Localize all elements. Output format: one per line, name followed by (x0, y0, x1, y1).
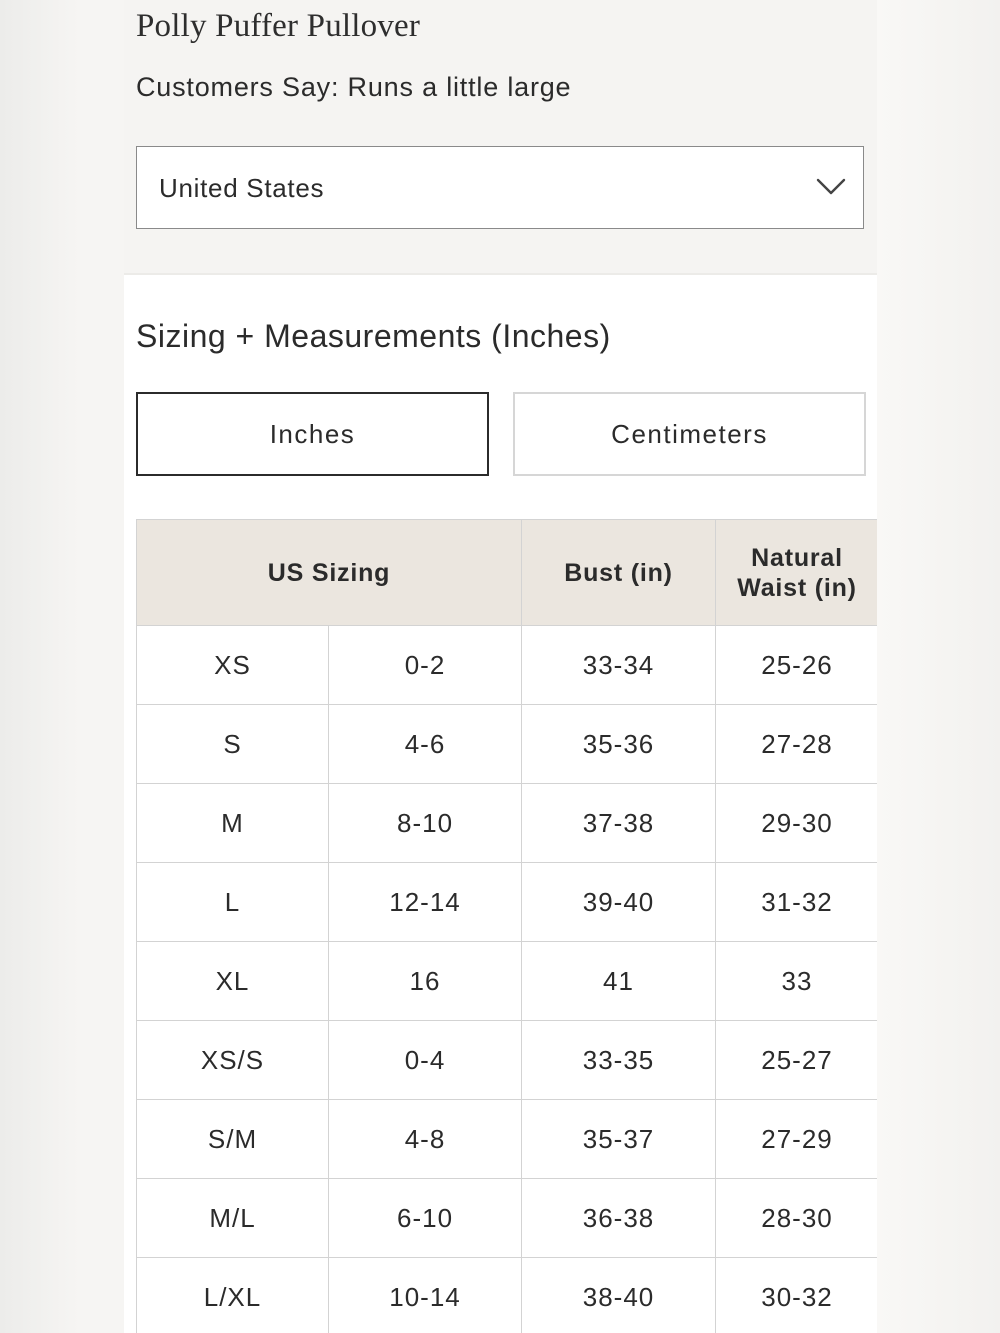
cell-us-size: 4-6 (329, 705, 522, 784)
table-row (137, 1258, 878, 1333)
size-table (136, 519, 877, 1333)
cell-waist: 27-28 (716, 705, 877, 784)
size-table-header-row (137, 520, 878, 626)
cell-us-size: 8-10 (329, 784, 522, 863)
cell-size: S (137, 705, 329, 784)
cell-size: L (137, 863, 329, 942)
cell-us-size: 16 (329, 942, 522, 1021)
centimeters-button[interactable]: Centimeters (513, 392, 866, 476)
cell-bust: 38-40 (522, 1258, 716, 1333)
header-natural-waist-line1: Natural (751, 543, 843, 572)
table-row (137, 942, 878, 1021)
cell-waist: 25-27 (716, 1021, 877, 1100)
cell-size: M/L (137, 1179, 329, 1258)
cell-waist: 30-32 (716, 1258, 877, 1333)
cell-size: XS/S (137, 1021, 329, 1100)
cell-bust: 33-35 (522, 1021, 716, 1100)
cell-bust: 37-38 (522, 784, 716, 863)
sizing-heading: Sizing + Measurements (Inches) (136, 318, 611, 354)
cell-bust: 35-37 (522, 1100, 716, 1179)
cell-waist: 25-26 (716, 626, 877, 705)
table-row (137, 626, 878, 705)
cell-us-size: 4-8 (329, 1100, 522, 1179)
country-select-value: United States (159, 173, 325, 203)
cell-us-size: 0-2 (329, 626, 522, 705)
cell-waist: 27-29 (716, 1100, 877, 1179)
table-row (137, 705, 878, 784)
chevron-down-icon (815, 174, 847, 198)
cell-waist: 33 (716, 942, 877, 1021)
cell-size: S/M (137, 1100, 329, 1179)
size-table-body (137, 626, 878, 1333)
cell-size: XL (137, 942, 329, 1021)
cell-us-size: 6-10 (329, 1179, 522, 1258)
product-title: Polly Puffer Pullover (136, 8, 421, 44)
cell-bust: 35-36 (522, 705, 716, 784)
size-guide-panel (124, 0, 877, 1333)
cell-us-size: 12-14 (329, 863, 522, 942)
cell-size: L/XL (137, 1258, 329, 1333)
header-natural-waist-line2: Waist (in) (737, 573, 857, 602)
table-row (137, 863, 878, 942)
product-header-section (124, 0, 877, 273)
cell-waist: 29-30 (716, 784, 877, 863)
fit-note: Customers Say: Runs a little large (136, 72, 572, 102)
table-row (137, 784, 878, 863)
cell-us-size: 0-4 (329, 1021, 522, 1100)
right-margin (877, 0, 1000, 1333)
table-row (137, 1021, 878, 1100)
table-row (137, 1179, 878, 1258)
header-natural-waist (716, 520, 877, 626)
header-bust: Bust (in) (522, 520, 716, 626)
header-us-sizing: US Sizing (137, 520, 522, 626)
cell-bust: 33-34 (522, 626, 716, 705)
cell-size: M (137, 784, 329, 863)
cell-bust: 41 (522, 942, 716, 1021)
cell-waist: 28-30 (716, 1179, 877, 1258)
cell-size: XS (137, 626, 329, 705)
cell-bust: 36-38 (522, 1179, 716, 1258)
country-select[interactable] (136, 146, 864, 229)
cell-bust: 39-40 (522, 863, 716, 942)
inches-button[interactable]: Inches (136, 392, 489, 476)
table-row (137, 1100, 878, 1179)
cell-waist: 31-32 (716, 863, 877, 942)
cell-us-size: 10-14 (329, 1258, 522, 1333)
